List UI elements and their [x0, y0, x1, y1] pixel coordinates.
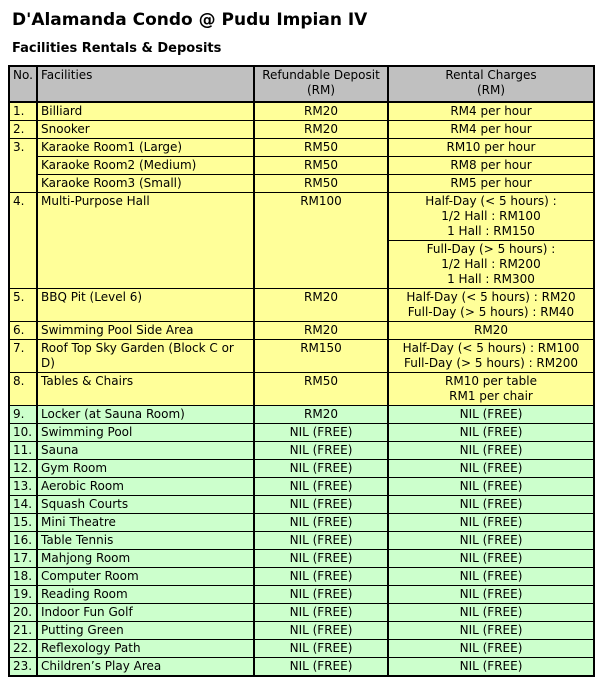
header-no: No.: [9, 66, 37, 102]
cell-no: 22.: [9, 640, 37, 658]
rental-line: RM1 per chair: [449, 389, 533, 403]
cell-no: 11.: [9, 442, 37, 460]
cell-rental: NIL (FREE): [388, 622, 594, 640]
rental-line: Half-Day (< 5 hours) : RM20: [406, 290, 576, 304]
header-facilities: Facilities: [37, 66, 254, 102]
cell-facility: Indoor Fun Golf: [37, 604, 254, 622]
cell-no: 7.: [9, 340, 37, 373]
rental-line: 1/2 Hall : RM200: [441, 257, 541, 271]
table-header: [9, 66, 594, 102]
cell-facility: Putting Green: [37, 622, 254, 640]
rental-line: 1 Hall : RM150: [447, 224, 535, 238]
table-row-swimming-pool: [9, 424, 594, 442]
table-body: [9, 102, 594, 676]
cell-rental: NIL (FREE): [388, 640, 594, 658]
cell-deposit: RM20: [254, 289, 388, 322]
cell-deposit: NIL (FREE): [254, 442, 388, 460]
cell-deposit: NIL (FREE): [254, 568, 388, 586]
cell-facility: Aerobic Room: [37, 478, 254, 496]
cell-rental: RM8 per hour: [388, 157, 594, 175]
cell-deposit: NIL (FREE): [254, 640, 388, 658]
cell-facility: Karaoke Room3 (Small): [37, 175, 254, 193]
rental-line: 1 Hall : RM300: [447, 272, 535, 286]
table-row-locker: [9, 406, 594, 424]
cell-deposit: RM50: [254, 373, 388, 406]
cell-no: 2.: [9, 121, 37, 139]
page: [8, 10, 600, 677]
rental-half-day-block: [389, 193, 593, 241]
cell-rental: NIL (FREE): [388, 424, 594, 442]
table-row-karaoke-room1: [9, 139, 594, 157]
table-row-aerobic-room: [9, 478, 594, 496]
cell-rental: NIL (FREE): [388, 406, 594, 424]
cell-rental: RM4 per hour: [388, 121, 594, 139]
cell-facility: Swimming Pool Side Area: [37, 322, 254, 340]
rental-line: 1/2 Hall : RM100: [441, 209, 541, 223]
cell-deposit: RM20: [254, 322, 388, 340]
cell-no: 19.: [9, 586, 37, 604]
cell-rental: RM10 per hour: [388, 139, 594, 157]
cell-facility: Karaoke Room1 (Large): [37, 139, 254, 157]
cell-no: 18.: [9, 568, 37, 586]
cell-facility: Multi-Purpose Hall: [37, 193, 254, 289]
table-row-mahjong-room: [9, 550, 594, 568]
facilities-table: [8, 65, 595, 677]
rental-full-day-block: [389, 241, 593, 288]
table-row-karaoke-room2: [9, 157, 594, 175]
cell-rental: NIL (FREE): [388, 532, 594, 550]
cell-facility: Snooker: [37, 121, 254, 139]
rental-line: Half-Day (< 5 hours) :: [425, 194, 557, 208]
cell-no: 15.: [9, 514, 37, 532]
page-subtitle: Facilities Rentals & Deposits: [12, 41, 222, 56]
cell-facility: Squash Courts: [37, 496, 254, 514]
table-row-mini-theatre: [9, 514, 594, 532]
header-row: [9, 66, 594, 102]
cell-no: 9.: [9, 406, 37, 424]
cell-rental: RM20: [388, 322, 594, 340]
rental-line: Full-Day (> 5 hours) :: [426, 242, 556, 256]
cell-facility: Reading Room: [37, 586, 254, 604]
header-refundable-deposit: [254, 66, 388, 102]
cell-deposit: NIL (FREE): [254, 550, 388, 568]
table-row-snooker: [9, 121, 594, 139]
cell-deposit: NIL (FREE): [254, 532, 388, 550]
cell-rental: NIL (FREE): [388, 658, 594, 677]
rental-line: RM10 per table: [445, 374, 537, 388]
cell-no: 13.: [9, 478, 37, 496]
cell-deposit: NIL (FREE): [254, 658, 388, 677]
table-row-computer-room: [9, 568, 594, 586]
cell-facility: Gym Room: [37, 460, 254, 478]
table-row-multi-purpose-hall: [9, 193, 594, 289]
table-row-putting-green: [9, 622, 594, 640]
cell-no: 20.: [9, 604, 37, 622]
table-row-reading-room: [9, 586, 594, 604]
cell-facility: Billiard: [37, 102, 254, 121]
cell-deposit: NIL (FREE): [254, 622, 388, 640]
cell-deposit: NIL (FREE): [254, 460, 388, 478]
cell-rental: NIL (FREE): [388, 496, 594, 514]
cell-rental: NIL (FREE): [388, 550, 594, 568]
cell-deposit: RM50: [254, 139, 388, 157]
table-row-gym-room: [9, 460, 594, 478]
rental-line: Half-Day (< 5 hours) : RM100: [402, 341, 580, 355]
cell-facility: Sauna: [37, 442, 254, 460]
page-title: D'Alamanda Condo @ Pudu Impian IV: [12, 10, 368, 30]
table-row-billiard: [9, 102, 594, 121]
cell-rental: [388, 289, 594, 322]
rental-line: Full-Day (> 5 hours) : RM200: [403, 356, 579, 370]
cell-deposit: NIL (FREE): [254, 586, 388, 604]
cell-facility: Children’s Play Area: [37, 658, 254, 677]
table-row-reflexology-path: [9, 640, 594, 658]
cell-no: 4.: [9, 193, 37, 289]
table-row-squash-courts: [9, 496, 594, 514]
cell-rental: NIL (FREE): [388, 568, 594, 586]
cell-no: 6.: [9, 322, 37, 340]
cell-rental: NIL (FREE): [388, 460, 594, 478]
cell-facility: Karaoke Room2 (Medium): [37, 157, 254, 175]
cell-deposit: NIL (FREE): [254, 514, 388, 532]
cell-no: 14.: [9, 496, 37, 514]
cell-deposit: NIL (FREE): [254, 604, 388, 622]
cell-rental: NIL (FREE): [388, 442, 594, 460]
rental-line: Full-Day (> 5 hours) : RM40: [407, 305, 575, 319]
cell-facility: Roof Top Sky Garden (Block C or D): [37, 340, 254, 373]
table-row-indoor-fun-golf: [9, 604, 594, 622]
cell-no: 1.: [9, 102, 37, 121]
cell-deposit: RM20: [254, 406, 388, 424]
cell-facility: BBQ Pit (Level 6): [37, 289, 254, 322]
table-row-roof-top-sky-garden: [9, 340, 594, 373]
cell-rental: [388, 340, 594, 373]
cell-no: 10.: [9, 424, 37, 442]
cell-deposit: RM20: [254, 121, 388, 139]
cell-facility: Computer Room: [37, 568, 254, 586]
header-deposit-line1: Refundable Deposit: [262, 68, 380, 82]
cell-facility: Reflexology Path: [37, 640, 254, 658]
cell-no: 21.: [9, 622, 37, 640]
cell-facility: Locker (at Sauna Room): [37, 406, 254, 424]
cell-rental: [388, 373, 594, 406]
cell-no: 16.: [9, 532, 37, 550]
cell-no: 23.: [9, 658, 37, 677]
cell-deposit: RM20: [254, 102, 388, 121]
cell-facility: Table Tennis: [37, 532, 254, 550]
header-deposit-line2: (RM): [306, 83, 336, 97]
cell-rental: NIL (FREE): [388, 514, 594, 532]
cell-deposit: RM50: [254, 175, 388, 193]
cell-deposit: NIL (FREE): [254, 496, 388, 514]
cell-facility: Swimming Pool: [37, 424, 254, 442]
cell-rental: [388, 193, 594, 289]
cell-rental: RM5 per hour: [388, 175, 594, 193]
table-row-childrens-play-area: [9, 658, 594, 677]
cell-deposit: RM100: [254, 193, 388, 289]
cell-rental: NIL (FREE): [388, 478, 594, 496]
table-row-swimming-pool-side-area: [9, 322, 594, 340]
table-row-sauna: [9, 442, 594, 460]
header-rental-line1: Rental Charges: [445, 68, 537, 82]
header-rental-line2: (RM): [476, 83, 506, 97]
cell-no: 17.: [9, 550, 37, 568]
cell-deposit: NIL (FREE): [254, 478, 388, 496]
table-row-tables-chairs: [9, 373, 594, 406]
cell-facility: Tables & Chairs: [37, 373, 254, 406]
cell-no: 3.: [9, 139, 37, 193]
cell-rental: RM4 per hour: [388, 102, 594, 121]
cell-facility: Mini Theatre: [37, 514, 254, 532]
cell-rental: NIL (FREE): [388, 604, 594, 622]
table-row-bbq-pit: [9, 289, 594, 322]
cell-no: 8.: [9, 373, 37, 406]
cell-deposit: RM50: [254, 157, 388, 175]
cell-deposit: RM150: [254, 340, 388, 373]
cell-rental: NIL (FREE): [388, 586, 594, 604]
cell-deposit: NIL (FREE): [254, 424, 388, 442]
table-row-table-tennis: [9, 532, 594, 550]
cell-no: 5.: [9, 289, 37, 322]
cell-facility: Mahjong Room: [37, 550, 254, 568]
table-row-karaoke-room3: [9, 175, 594, 193]
cell-no: 12.: [9, 460, 37, 478]
header-rental-charges: [388, 66, 594, 102]
